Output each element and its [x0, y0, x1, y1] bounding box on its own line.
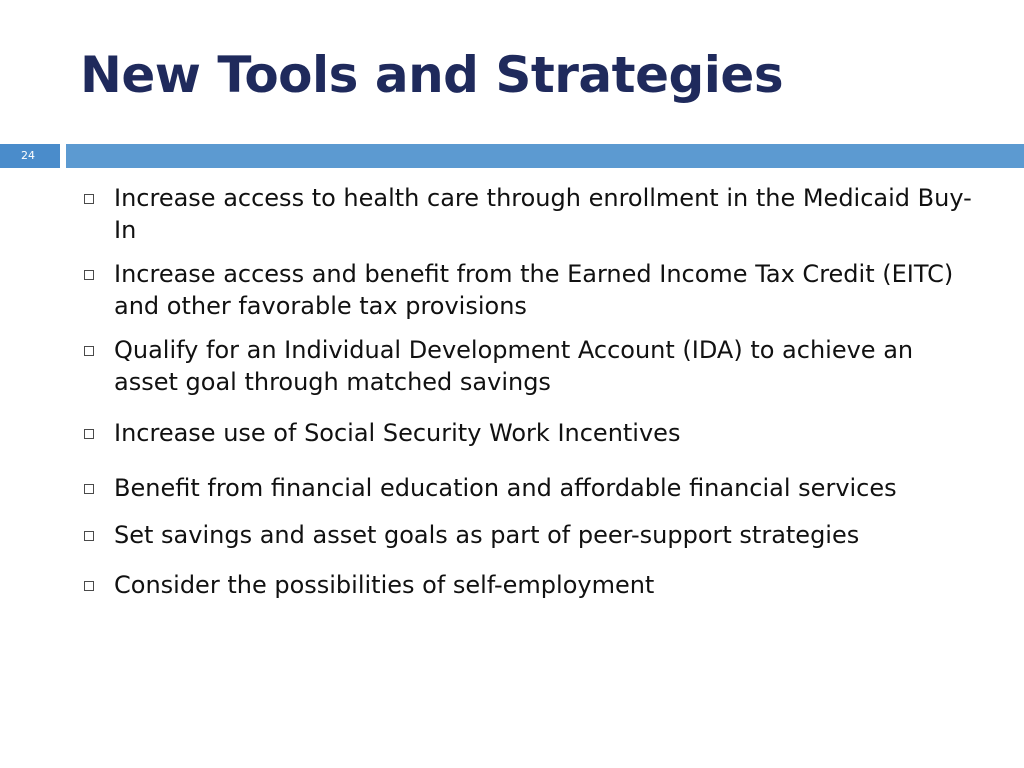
- bullet-text: Qualify for an Individual Development Account (IDA) to achieve an asset goal through matched savings: [114, 336, 914, 396]
- list-item: [84, 182, 984, 246]
- list-item: [84, 258, 984, 322]
- bullet-text: Set savings and asset goals as part of peer-support strategies: [114, 521, 860, 549]
- page-number: 24: [0, 144, 60, 168]
- list-item: [84, 334, 984, 398]
- bullet-list: [84, 182, 984, 601]
- bullet-text: Increase access and benefit from the Earned Income Tax Credit (EITC) and other favorable tax provisions: [114, 260, 954, 320]
- slide-title: New Tools and Strategies: [80, 46, 784, 104]
- bullet-text: Increase access to health care through enrollment in the Medicaid Buy-In: [114, 184, 972, 244]
- bullet-square-icon: [84, 484, 94, 494]
- list-item: [84, 519, 984, 551]
- list-item: [84, 468, 984, 508]
- bullet-text: Consider the possibilities of self-employment: [114, 571, 655, 599]
- list-item: [84, 569, 984, 601]
- bullet-square-icon: [84, 194, 94, 204]
- bullet-square-icon: [84, 581, 94, 591]
- bullet-square-icon: [84, 270, 94, 280]
- title-accent-bar: [66, 144, 1024, 168]
- bullet-text: Increase use of Social Security Work Incentives: [114, 419, 681, 447]
- list-item: [84, 417, 984, 449]
- bullet-square-icon: [84, 429, 94, 439]
- bullet-square-icon: [84, 531, 94, 541]
- bullet-square-icon: [84, 346, 94, 356]
- bullet-text: Benefit from financial education and affordable financial services: [114, 474, 897, 502]
